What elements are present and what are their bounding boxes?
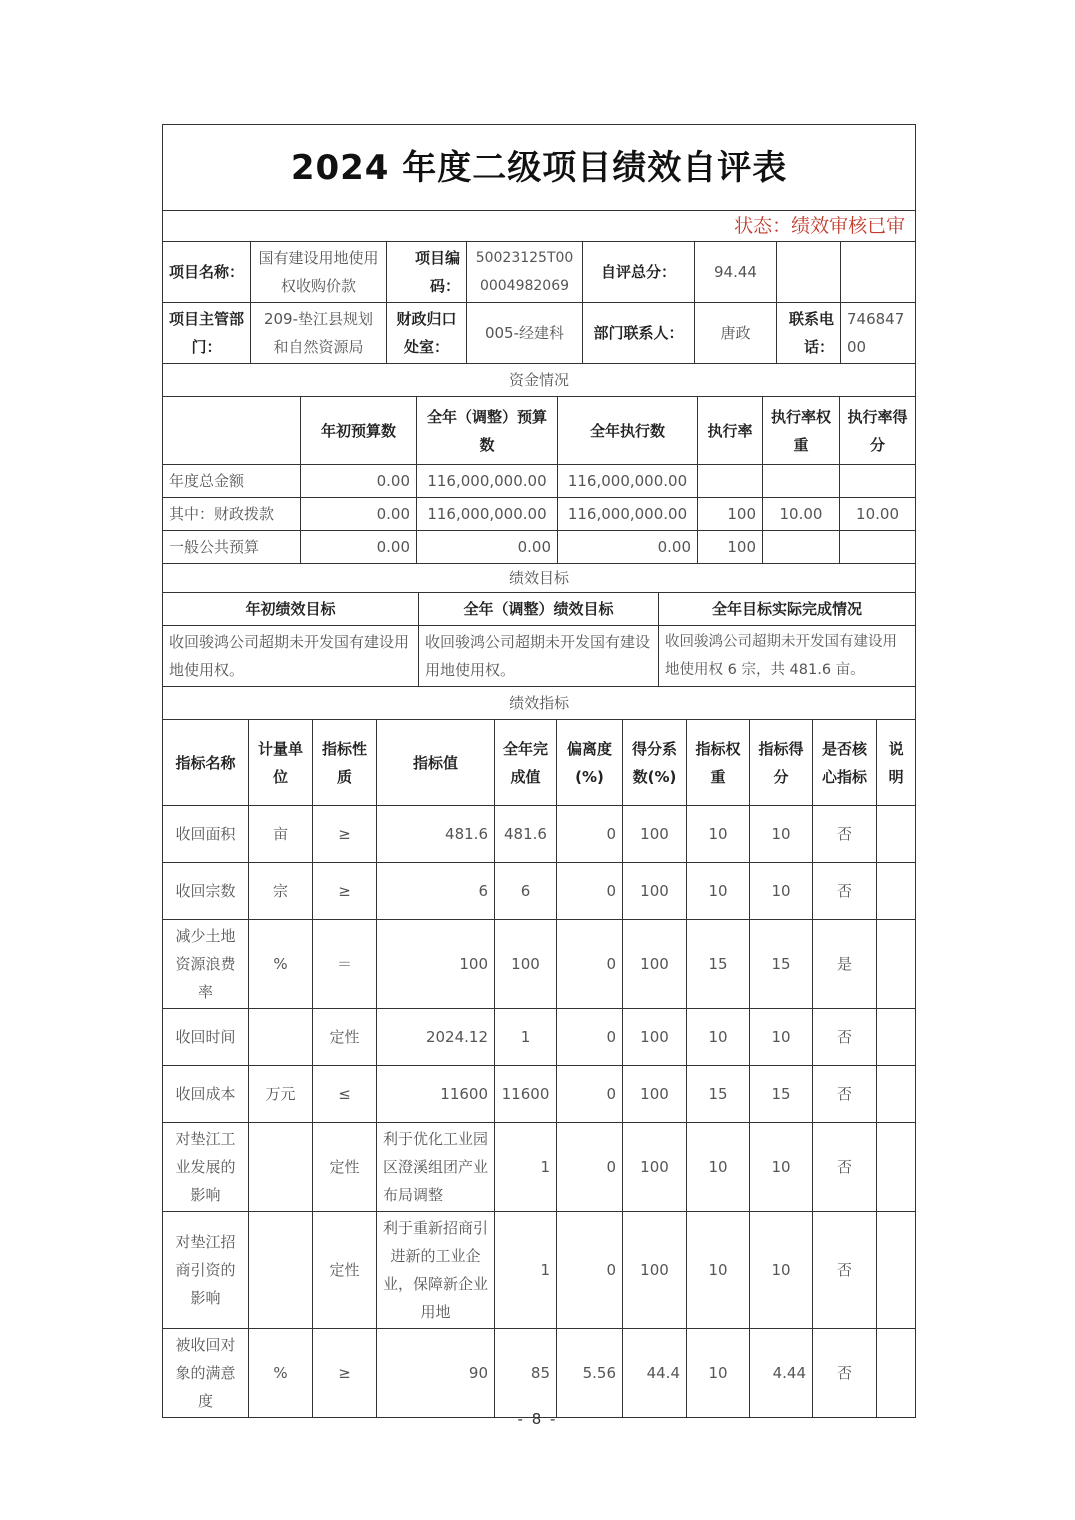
table-row: [163, 806, 916, 863]
score-label: 自评总分：: [583, 242, 695, 303]
funds-adjusted: 116,000,000.00: [417, 498, 558, 531]
indicator-done: 1: [495, 1212, 557, 1329]
indicator-name: 收回宗数: [163, 863, 249, 920]
funds-table: [162, 363, 916, 564]
phone-value: 74684700: [841, 303, 916, 364]
funds-header: 全年（调整）预算数: [417, 397, 558, 465]
indicator-coef: 100: [623, 1066, 687, 1123]
indicator-header: 说明: [877, 720, 916, 806]
indicator-core: 是: [813, 920, 877, 1009]
indicator-unit: [249, 1123, 313, 1212]
indicator-header: 指标性质: [313, 720, 377, 806]
funds-header: 执行率: [698, 397, 763, 465]
indicator-note: [877, 1212, 916, 1329]
indicator-score: 10: [750, 1212, 813, 1329]
indicator-note: [877, 1066, 916, 1123]
funds-rate: 100: [698, 531, 763, 564]
indicator-name: 减少土地资源浪费率: [163, 920, 249, 1009]
score-value: 94.44: [695, 242, 777, 303]
indicator-value: 2024.12: [377, 1009, 495, 1066]
indicator-value: 90: [377, 1329, 495, 1418]
phone-label: 联系电话：: [777, 303, 841, 364]
funds-executed: 0.00: [558, 531, 698, 564]
funds-adjusted: 116,000,000.00: [417, 465, 558, 498]
project-code-label: 项目编码：: [387, 242, 467, 303]
project-name-label: 项目名称：: [163, 242, 251, 303]
indicators-table: [162, 686, 916, 1418]
indicator-core: 否: [813, 863, 877, 920]
indicator-weight: 10: [687, 806, 750, 863]
funds-weight: [763, 465, 840, 498]
table-row: [163, 531, 916, 564]
table-row: [163, 498, 916, 531]
goals-header: 年初绩效目标: [163, 593, 419, 626]
indicator-header: 指标权重: [687, 720, 750, 806]
indicator-name: 对垫江招商引资的影响: [163, 1212, 249, 1329]
indicator-done: 481.6: [495, 806, 557, 863]
goals-header: 全年（调整）绩效目标: [419, 593, 659, 626]
page-title: 2024 年度二级项目绩效自评表: [163, 125, 916, 211]
indicator-core: 否: [813, 806, 877, 863]
indicator-header: 指标名称: [163, 720, 249, 806]
indicator-dev: 0: [557, 920, 623, 1009]
funds-score: [840, 531, 916, 564]
indicator-unit: %: [249, 920, 313, 1009]
funds-initial: 0.00: [301, 498, 417, 531]
indicator-unit: [249, 1009, 313, 1066]
indicator-dev: 0: [557, 806, 623, 863]
indicator-header: 计量单位: [249, 720, 313, 806]
indicator-unit: 万元: [249, 1066, 313, 1123]
table-row: [163, 1123, 916, 1212]
funds-header: 执行率权重: [763, 397, 840, 465]
funds-executed: 116,000,000.00: [558, 498, 698, 531]
indicator-dev: 0: [557, 1123, 623, 1212]
indicator-coef: 100: [623, 1212, 687, 1329]
indicator-unit: 宗: [249, 863, 313, 920]
table-row: [163, 863, 916, 920]
funds-adjusted: 0.00: [417, 531, 558, 564]
indicator-weight: 10: [687, 863, 750, 920]
indicator-coef: 100: [623, 806, 687, 863]
empty-cell: [841, 242, 916, 303]
indicator-name: 被收回对象的满意度: [163, 1329, 249, 1418]
indicator-nature: ≥: [313, 863, 377, 920]
indicator-weight: 15: [687, 1066, 750, 1123]
indicator-note: [877, 920, 916, 1009]
indicator-name: 对垫江工业发展的影响: [163, 1123, 249, 1212]
funds-executed: 116,000,000.00: [558, 465, 698, 498]
table-row: [163, 920, 916, 1009]
funds-header: 全年执行数: [558, 397, 698, 465]
funds-header: 执行率得分: [840, 397, 916, 465]
indicator-coef: 44.4: [623, 1329, 687, 1418]
indicator-dev: 0: [557, 1009, 623, 1066]
indicator-name: 收回面积: [163, 806, 249, 863]
dept-label: 项目主管部门：: [163, 303, 251, 364]
funds-section-title: 资金情况: [163, 364, 916, 397]
project-code-value: 50023125T000004982069: [467, 242, 583, 303]
indicator-done: 85: [495, 1329, 557, 1418]
indicator-nature: ≥: [313, 806, 377, 863]
funds-header: 年初预算数: [301, 397, 417, 465]
goals-table: [162, 563, 916, 687]
goal-adjusted: 收回骏鸿公司超期未开发国有建设用地使用权。: [419, 626, 659, 687]
funds-rate: 100: [698, 498, 763, 531]
indicator-core: 否: [813, 1066, 877, 1123]
table-row: [163, 1066, 916, 1123]
indicator-nature: 定性: [313, 1212, 377, 1329]
indicator-value: 11600: [377, 1066, 495, 1123]
contact-value: 唐政: [695, 303, 777, 364]
funds-row-name: 一般公共预算: [163, 531, 301, 564]
indicator-value: 利于优化工业园区澄溪组团产业布局调整: [377, 1123, 495, 1212]
indicator-core: 否: [813, 1329, 877, 1418]
indicator-header: 指标值: [377, 720, 495, 806]
indicator-note: [877, 1329, 916, 1418]
indicator-dev: 0: [557, 863, 623, 920]
indicator-coef: 100: [623, 1123, 687, 1212]
header-table: [162, 124, 916, 364]
indicator-value: 100: [377, 920, 495, 1009]
indicator-done: 1: [495, 1123, 557, 1212]
project-name-value: 国有建设用地使用权收购价款: [251, 242, 387, 303]
indicator-done: 100: [495, 920, 557, 1009]
indicator-nature: ＝: [313, 920, 377, 1009]
indicator-weight: 10: [687, 1212, 750, 1329]
indicator-core: 否: [813, 1123, 877, 1212]
funds-row-name: 年度总金额: [163, 465, 301, 498]
indicator-score: 10: [750, 806, 813, 863]
indicator-weight: 10: [687, 1329, 750, 1418]
indicator-score: 15: [750, 920, 813, 1009]
indicator-note: [877, 1123, 916, 1212]
funds-score: 10.00: [840, 498, 916, 531]
funds-initial: 0.00: [301, 465, 417, 498]
funds-weight: 10.00: [763, 498, 840, 531]
funds-row-name: 其中：财政拨款: [163, 498, 301, 531]
funds-initial: 0.00: [301, 531, 417, 564]
dept-value: 209-垫江县规划和自然资源局: [251, 303, 387, 364]
indicator-value: 6: [377, 863, 495, 920]
indicator-value: 利于重新招商引进新的工业企业，保障新企业用地: [377, 1212, 495, 1329]
indicator-score: 10: [750, 863, 813, 920]
status-badge: 状态：绩效审核已审: [163, 211, 916, 242]
indicator-header: 全年完成值: [495, 720, 557, 806]
table-row: [163, 1329, 916, 1418]
indicator-core: 否: [813, 1009, 877, 1066]
indicators-section-title: 绩效指标: [163, 687, 916, 720]
table-row: [163, 465, 916, 498]
indicator-nature: ≥: [313, 1329, 377, 1418]
indicator-header: 偏离度(%): [557, 720, 623, 806]
indicator-unit: %: [249, 1329, 313, 1418]
goal-actual: 收回骏鸿公司超期未开发国有建设用地使用权 6 宗，共 481.6 亩。: [659, 626, 916, 687]
indicator-unit: 亩: [249, 806, 313, 863]
indicator-coef: 100: [623, 863, 687, 920]
indicator-nature: 定性: [313, 1123, 377, 1212]
indicator-header: 指标得分: [750, 720, 813, 806]
finance-label: 财政归口处室：: [387, 303, 467, 364]
indicator-weight: 10: [687, 1009, 750, 1066]
indicator-coef: 100: [623, 1009, 687, 1066]
indicator-dev: 0: [557, 1212, 623, 1329]
indicator-note: [877, 863, 916, 920]
indicator-dev: 0: [557, 1066, 623, 1123]
goal-initial: 收回骏鸿公司超期未开发国有建设用地使用权。: [163, 626, 419, 687]
funds-weight: [763, 531, 840, 564]
indicator-header: 是否核心指标: [813, 720, 877, 806]
indicator-score: 10: [750, 1009, 813, 1066]
indicator-score: 4.44: [750, 1329, 813, 1418]
indicator-weight: 15: [687, 920, 750, 1009]
table-row: [163, 1212, 916, 1329]
goals-header: 全年目标实际完成情况: [659, 593, 916, 626]
page-number: - 8 -: [517, 1410, 558, 1428]
indicator-done: 6: [495, 863, 557, 920]
indicator-note: [877, 1009, 916, 1066]
indicator-nature: ≤: [313, 1066, 377, 1123]
contact-label: 部门联系人：: [583, 303, 695, 364]
indicator-note: [877, 806, 916, 863]
table-row: [163, 1009, 916, 1066]
funds-score: [840, 465, 916, 498]
funds-header-empty: [163, 397, 301, 465]
indicator-weight: 10: [687, 1123, 750, 1212]
empty-cell: [777, 242, 841, 303]
funds-rate: [698, 465, 763, 498]
indicator-name: 收回成本: [163, 1066, 249, 1123]
indicator-unit: [249, 1212, 313, 1329]
indicator-dev: 5.56: [557, 1329, 623, 1418]
indicator-done: 11600: [495, 1066, 557, 1123]
evaluation-form: [162, 124, 915, 1418]
indicator-value: 481.6: [377, 806, 495, 863]
indicator-score: 10: [750, 1123, 813, 1212]
indicator-core: 否: [813, 1212, 877, 1329]
indicator-done: 1: [495, 1009, 557, 1066]
indicator-header: 得分系数(%): [623, 720, 687, 806]
indicator-name: 收回时间: [163, 1009, 249, 1066]
indicator-coef: 100: [623, 920, 687, 1009]
finance-value: 005-经建科: [467, 303, 583, 364]
indicator-score: 15: [750, 1066, 813, 1123]
goals-section-title: 绩效目标: [163, 564, 916, 593]
indicator-nature: 定性: [313, 1009, 377, 1066]
